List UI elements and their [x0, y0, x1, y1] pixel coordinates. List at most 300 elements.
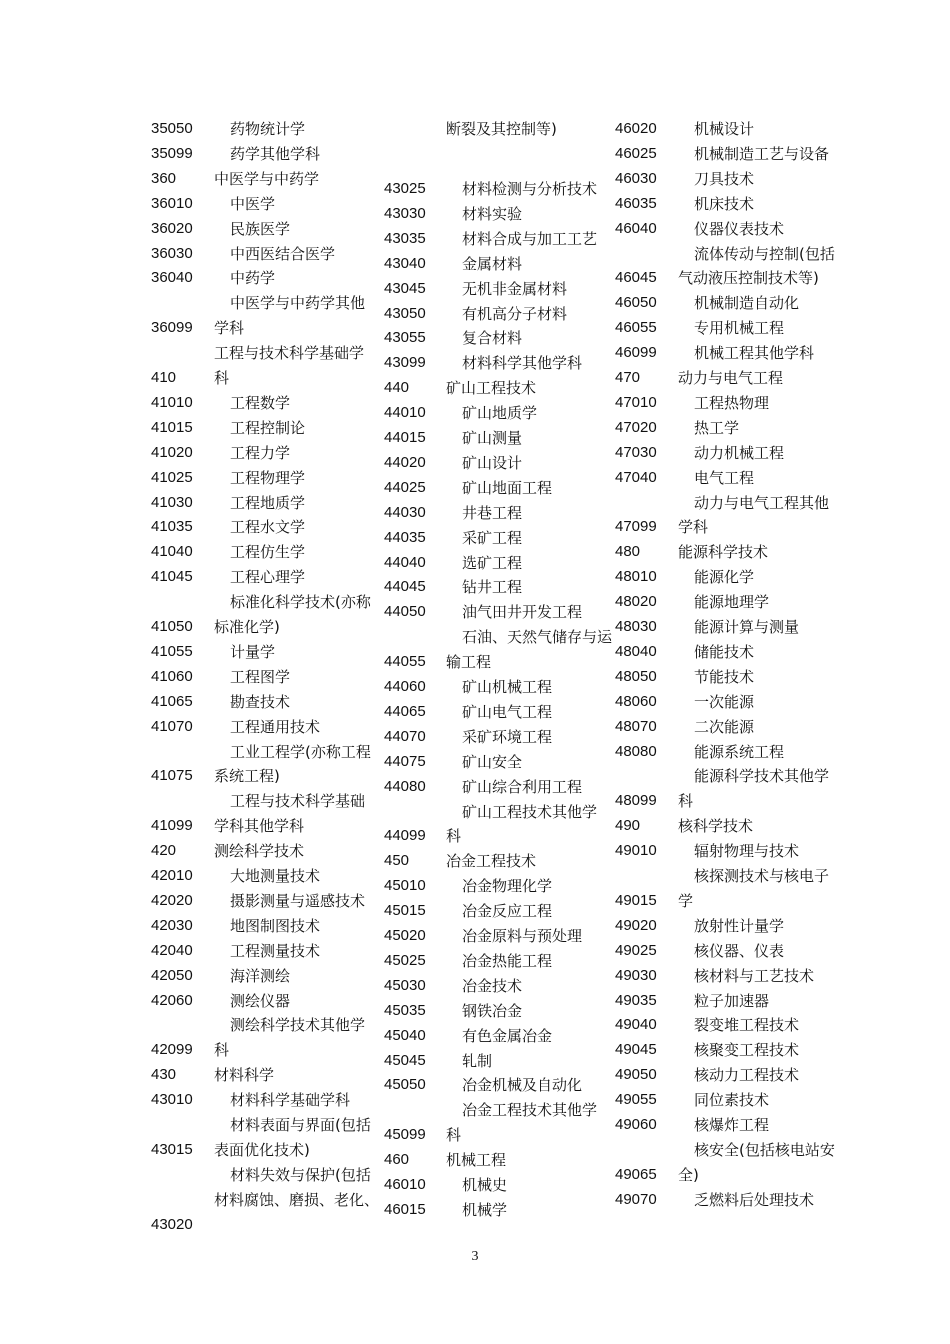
list-item: [615, 367, 855, 389]
list-item: [384, 751, 624, 773]
list-item: [615, 691, 855, 713]
list-item: [615, 865, 855, 887]
list-item: [384, 925, 624, 947]
subject-name: 冶金物理化学: [462, 877, 553, 896]
list-item: [151, 641, 391, 663]
subject-code: 420: [151, 842, 177, 860]
subject-name: 乏燃料后处理技术: [694, 1190, 815, 1209]
subject-code: 42030: [151, 916, 193, 934]
list-item: [151, 168, 391, 190]
list-item: [615, 1139, 855, 1161]
subject-code: 46050: [615, 294, 657, 312]
subject-name: 输工程: [446, 653, 492, 672]
subject-code: 46015: [384, 1200, 426, 1218]
subject-name: 能源科学技术其他学: [694, 767, 830, 786]
subject-name: 仪器仪表技术: [694, 219, 785, 238]
subject-name: 系统工程): [214, 767, 280, 786]
subject-name: 能源计算与测量: [694, 618, 800, 636]
subject-code: 49020: [615, 916, 657, 934]
subject-name: 矿山测量: [462, 429, 523, 447]
subject-code: 45045: [384, 1051, 426, 1069]
subject-code: 47010: [615, 393, 657, 411]
subject-code: 48020: [615, 593, 657, 611]
list-item: [151, 193, 391, 215]
subject-name: 冶金热能工程: [462, 951, 553, 970]
subject-code: 43040: [384, 254, 426, 272]
subject-name: 辐射物理与技术: [694, 842, 800, 861]
list-item: [384, 203, 624, 225]
subject-code: 41055: [151, 642, 193, 660]
subject-code: 46035: [615, 194, 657, 212]
subject-name: 表面优化技术): [214, 1140, 310, 1159]
list-item: [151, 143, 391, 165]
list-item: [151, 342, 391, 364]
list-item: [615, 790, 855, 812]
subject-code: 41050: [151, 618, 193, 635]
list-item: [615, 566, 855, 588]
list-item: [384, 576, 624, 598]
subject-code: 44020: [384, 453, 426, 471]
subject-code: 44080: [384, 777, 426, 795]
subject-name: 储能技术: [694, 642, 755, 661]
subject-code: 43099: [384, 354, 426, 372]
subject-name: 矿山工程技术: [446, 379, 537, 398]
subject-name: 测绘科学技术: [214, 842, 305, 861]
subject-name: 金属材料: [462, 254, 523, 273]
subject-code: 45040: [384, 1026, 426, 1044]
subject-name: 井巷工程: [462, 503, 523, 522]
list-item: [151, 392, 391, 414]
subject-name: 科: [214, 369, 230, 387]
subject-name: 民族医学: [230, 219, 291, 238]
list-item: [151, 865, 391, 887]
subject-name: 摄影测量与遥感技术: [230, 891, 366, 910]
subject-name: 工程与技术科学基础学: [214, 344, 365, 363]
list-item: [615, 915, 855, 937]
list-item: [151, 691, 391, 713]
subject-name: 一次能源: [694, 692, 755, 711]
subject-name: 科: [678, 792, 694, 811]
subject-code: 44025: [384, 478, 426, 496]
subject-code: 36099: [151, 319, 193, 337]
subject-name: 矿山工程技术其他学: [462, 802, 598, 821]
list-item: [615, 1189, 855, 1211]
subject-name: 矿山地面工程: [462, 478, 553, 497]
list-item: [151, 467, 391, 489]
list-item: [615, 716, 855, 738]
subject-name: 材料合成与加工工艺: [462, 229, 598, 248]
subject-name: 矿山机械工程: [462, 678, 553, 696]
list-item: [151, 492, 391, 514]
subject-code: 46025: [615, 144, 657, 162]
subject-name: 工程通用技术: [230, 717, 321, 736]
list-item: [615, 267, 855, 289]
subject-code: 48010: [615, 568, 657, 586]
subject-name: 核材料与工艺技术: [694, 966, 815, 985]
subject-name: 中西医结合医学: [230, 244, 336, 263]
list-item: [151, 591, 391, 613]
list-item: [615, 392, 855, 414]
subject-code: 44030: [384, 503, 426, 521]
subject-name: 能源地理学: [694, 593, 770, 612]
subject-code: 47030: [615, 443, 657, 461]
list-item: [615, 1114, 855, 1136]
list-item: [151, 1064, 391, 1086]
list-item: [151, 741, 391, 763]
subject-code: 41030: [151, 493, 193, 511]
subject-code: 43045: [384, 279, 426, 297]
subject-code: 36040: [151, 269, 193, 287]
subject-code: 44015: [384, 429, 426, 446]
subject-name: 工程力学: [230, 443, 291, 462]
subject-code: 36030: [151, 244, 193, 262]
subject-code: 41010: [151, 393, 193, 411]
subject-name: 标准化学): [214, 618, 280, 636]
list-item: [615, 815, 855, 837]
subject-code: 49010: [615, 842, 657, 860]
subject-code: 49030: [615, 966, 657, 984]
list-item: [151, 516, 391, 538]
subject-code: 41040: [151, 543, 193, 561]
list-item: [151, 666, 391, 688]
list-item: [615, 765, 855, 787]
list-item: [151, 541, 391, 563]
subject-code: 48080: [615, 742, 657, 760]
subject-code: 44060: [384, 678, 426, 695]
list-item: [151, 716, 391, 738]
subject-name: 同位素技术: [694, 1091, 770, 1110]
subject-code: 41035: [151, 518, 193, 536]
subject-code: 35099: [151, 144, 193, 162]
subject-name: 工程图学: [230, 667, 291, 686]
subject-code: 41099: [151, 817, 193, 835]
subject-code: 42050: [151, 966, 193, 984]
list-item: [615, 417, 855, 439]
list-item: [384, 801, 624, 823]
subject-name: 材料科学: [214, 1066, 275, 1085]
subject-name: 断裂及其控制等): [446, 120, 557, 138]
subject-name: 学: [678, 891, 694, 910]
subject-code: 45025: [384, 951, 426, 969]
subject-name: 钢铁冶金: [462, 1001, 523, 1020]
subject-name: 轧制: [462, 1051, 493, 1070]
subject-code: 43030: [384, 204, 426, 222]
list-item: [151, 915, 391, 937]
subject-name: 中医学与中药学其他: [230, 294, 366, 313]
subject-code: 41015: [151, 418, 193, 436]
subject-name: 机械史: [462, 1176, 508, 1194]
subject-code: 47040: [615, 468, 657, 486]
list-item: [615, 492, 855, 514]
list-item: [151, 1214, 391, 1236]
subject-name: 有色金属冶金: [462, 1026, 553, 1045]
list-item: [615, 467, 855, 489]
subject-name: 工程数学: [230, 393, 291, 412]
list-item: [615, 168, 855, 190]
list-item: [384, 527, 624, 549]
subject-code: 35050: [151, 120, 193, 137]
subject-name: 矿山安全: [462, 752, 523, 771]
subject-name: 气动液压控制技术等): [678, 269, 819, 288]
subject-name: 学科其他学科: [214, 817, 305, 836]
list-item: [615, 143, 855, 165]
list-item: [384, 377, 624, 399]
subject-code: 36020: [151, 219, 193, 237]
list-item: [615, 118, 855, 140]
subject-name: 能源系统工程: [694, 742, 785, 761]
subject-name: 核仪器、仪表: [694, 941, 785, 960]
subject-code: 48050: [615, 667, 657, 685]
list-item: [151, 292, 391, 314]
subject-name: 科: [446, 1126, 462, 1145]
subject-name: 冶金反应工程: [462, 902, 553, 921]
subject-code: 480: [615, 543, 641, 561]
list-item: [615, 1039, 855, 1061]
list-item: [384, 875, 624, 897]
list-item: [151, 990, 391, 1012]
subject-code: 46055: [615, 319, 657, 337]
subject-code: 47020: [615, 418, 657, 436]
subject-code: 48040: [615, 642, 657, 660]
list-item: [615, 940, 855, 962]
subject-name: 矿山地质学: [462, 404, 538, 423]
subject-name: 大地测量技术: [230, 867, 321, 885]
subject-code: 42099: [151, 1041, 193, 1059]
subject-name: 核聚变工程技术: [694, 1041, 800, 1060]
subject-code: 450: [384, 852, 410, 870]
subject-name: 工程心理学: [230, 568, 306, 587]
list-item: [384, 1199, 624, 1221]
list-item: [384, 850, 624, 872]
subject-name: 机械学: [462, 1200, 508, 1219]
subject-code: 49060: [615, 1116, 657, 1133]
list-item: [151, 1139, 391, 1161]
list-item: [615, 990, 855, 1012]
subject-code: 49045: [615, 1041, 657, 1059]
subject-name: 工业工程学(亦称工程: [230, 742, 371, 761]
subject-name: 工程地质学: [230, 493, 306, 512]
subject-code: 45050: [384, 1076, 426, 1094]
list-item: [151, 1189, 391, 1211]
list-item: [615, 591, 855, 613]
subject-name: 动力与电气工程: [678, 369, 784, 387]
subject-name: 动力机械工程: [694, 443, 785, 462]
subject-name: 工程水文学: [230, 518, 306, 537]
subject-code: 43035: [384, 229, 426, 247]
subject-code: 46045: [615, 269, 657, 287]
subject-code: 43025: [384, 180, 426, 197]
list-item: [384, 178, 624, 200]
subject-name: 中医学与中药学: [214, 169, 320, 188]
subject-name: 核科学技术: [678, 817, 754, 836]
subject-name: 油气田井开发工程: [462, 603, 583, 622]
list-item: [384, 303, 624, 325]
subject-code: 46010: [384, 1176, 426, 1193]
subject-name: 二次能源: [694, 717, 755, 736]
list-item: [151, 890, 391, 912]
subject-code: 44010: [384, 404, 426, 422]
subject-name: 工程测量技术: [230, 941, 321, 960]
subject-code: 36010: [151, 194, 193, 212]
list-item: [615, 641, 855, 663]
list-item: [151, 815, 391, 837]
list-item: [384, 1099, 624, 1121]
subject-name: 药物统计学: [230, 120, 306, 138]
subject-code: 49055: [615, 1091, 657, 1109]
subject-code: 46020: [615, 120, 657, 137]
list-item: [615, 218, 855, 240]
subject-code: 44099: [384, 827, 426, 845]
list-item: [615, 1089, 855, 1111]
subject-name: 刀具技术: [694, 169, 755, 188]
list-item: [384, 601, 624, 623]
subject-name: 机械制造自动化: [694, 294, 800, 313]
subject-code: 45030: [384, 976, 426, 994]
subject-name: 机械设计: [694, 120, 755, 138]
subject-name: 学科: [214, 319, 245, 338]
subject-name: 冶金工程技术其他学: [462, 1101, 598, 1120]
subject-name: 材料失效与保护(包括: [230, 1165, 371, 1184]
subject-code: 42040: [151, 941, 193, 959]
subject-name: 测绘科学技术其他学: [230, 1016, 366, 1035]
subject-code: 44055: [384, 653, 426, 671]
subject-code: 430: [151, 1066, 177, 1084]
list-item: [384, 253, 624, 275]
subject-name: 核动力工程技术: [694, 1066, 800, 1085]
subject-code: 49040: [615, 1016, 657, 1034]
subject-code: 49070: [615, 1190, 657, 1208]
subject-code: 44045: [384, 578, 426, 596]
subject-code: 48070: [615, 717, 657, 735]
subject-code: 49015: [615, 891, 657, 909]
list-item: [615, 616, 855, 638]
subject-code: 45020: [384, 927, 426, 944]
list-item: [151, 616, 391, 638]
subject-code: 46030: [615, 169, 657, 187]
subject-code: 48060: [615, 692, 657, 710]
subject-name: 材料科学其他学科: [462, 354, 583, 373]
list-item: [615, 890, 855, 912]
subject-name: 动力与电气工程其他: [694, 493, 830, 512]
subject-code: 43010: [151, 1091, 193, 1109]
list-item: [384, 552, 624, 574]
subject-name: 采矿环境工程: [462, 727, 553, 746]
subject-code: 41020: [151, 443, 193, 461]
subject-name: 中药学: [230, 269, 276, 288]
list-item: [615, 541, 855, 563]
subject-code: 45099: [384, 1126, 426, 1144]
list-item: [384, 327, 624, 349]
list-item: [615, 1064, 855, 1086]
list-item: [384, 1074, 624, 1096]
list-item: [384, 950, 624, 972]
subject-code: 44040: [384, 553, 426, 571]
list-item: [384, 1025, 624, 1047]
subject-code: 49050: [615, 1066, 657, 1084]
subject-name: 材料腐蚀、磨损、老化、: [214, 1190, 380, 1209]
subject-code: 470: [615, 369, 641, 386]
list-item: [384, 626, 624, 648]
list-item: [151, 566, 391, 588]
subject-name: 计量学: [230, 642, 276, 661]
subject-code: 41065: [151, 692, 193, 710]
subject-name: 冶金技术: [462, 976, 523, 995]
page-number: 3: [471, 1249, 479, 1264]
subject-name: 药学其他学科: [230, 144, 321, 163]
subject-name: 冶金原料与预处理: [462, 927, 583, 945]
subject-code: 41075: [151, 767, 193, 785]
subject-code: 47099: [615, 518, 657, 536]
list-item: [151, 940, 391, 962]
subject-name: 放射性计量学: [694, 916, 785, 935]
subject-name: 工程热物理: [694, 393, 770, 412]
list-item: [384, 900, 624, 922]
subject-name: 石油、天然气储存与运: [462, 628, 613, 647]
subject-name: 工程控制论: [230, 418, 306, 437]
list-item: [615, 666, 855, 688]
subject-name: 材料表面与界面(包括: [230, 1116, 371, 1134]
subject-name: 矿山电气工程: [462, 702, 553, 721]
subject-code: 44070: [384, 727, 426, 745]
list-item: [151, 1014, 391, 1036]
subject-code: 440: [384, 379, 410, 397]
list-item: [151, 1114, 391, 1136]
list-item: [384, 477, 624, 499]
list-item: [384, 825, 624, 847]
subject-code: 42060: [151, 991, 193, 1009]
subject-code: 43055: [384, 329, 426, 347]
subject-name: 裂变堆工程技术: [694, 1016, 800, 1035]
subject-name: 冶金工程技术: [446, 852, 537, 871]
subject-name: 能源科学技术: [678, 543, 769, 562]
subject-name: 材料科学基础学科: [230, 1091, 351, 1110]
subject-name: 矿山综合利用工程: [462, 777, 583, 796]
list-item: [615, 840, 855, 862]
subject-name: 核安全(包括核电站安: [694, 1140, 835, 1159]
list-item: [384, 118, 624, 140]
list-item: [384, 352, 624, 374]
subject-name: 钻井工程: [462, 578, 523, 597]
list-item: [151, 840, 391, 862]
list-item: [384, 452, 624, 474]
list-item: [615, 516, 855, 538]
subject-code: 43015: [151, 1140, 193, 1158]
list-item: [384, 502, 624, 524]
list-item: [151, 317, 391, 339]
subject-name: 标准化科学技术(亦称: [230, 593, 371, 612]
subject-code: 46099: [615, 344, 657, 362]
list-item: [151, 367, 391, 389]
list-item: [384, 1000, 624, 1022]
subject-name: 复合材料: [462, 329, 523, 348]
list-item: [384, 701, 624, 723]
list-item: [384, 726, 624, 748]
subject-code: 41025: [151, 468, 193, 486]
subject-name: 有机高分子材料: [462, 304, 568, 323]
subject-code: 45010: [384, 877, 426, 895]
list-item: [151, 790, 391, 812]
subject-code: 41070: [151, 717, 193, 735]
list-item: [615, 317, 855, 339]
list-item: [151, 442, 391, 464]
subject-name: 工程仿生学: [230, 543, 306, 562]
list-item: [615, 243, 855, 265]
subject-name: 地图制图技术: [230, 916, 321, 935]
list-item: [384, 676, 624, 698]
subject-name: 工程物理学: [230, 468, 306, 487]
subject-name: 勘查技术: [230, 692, 291, 711]
list-item: [384, 1149, 624, 1171]
